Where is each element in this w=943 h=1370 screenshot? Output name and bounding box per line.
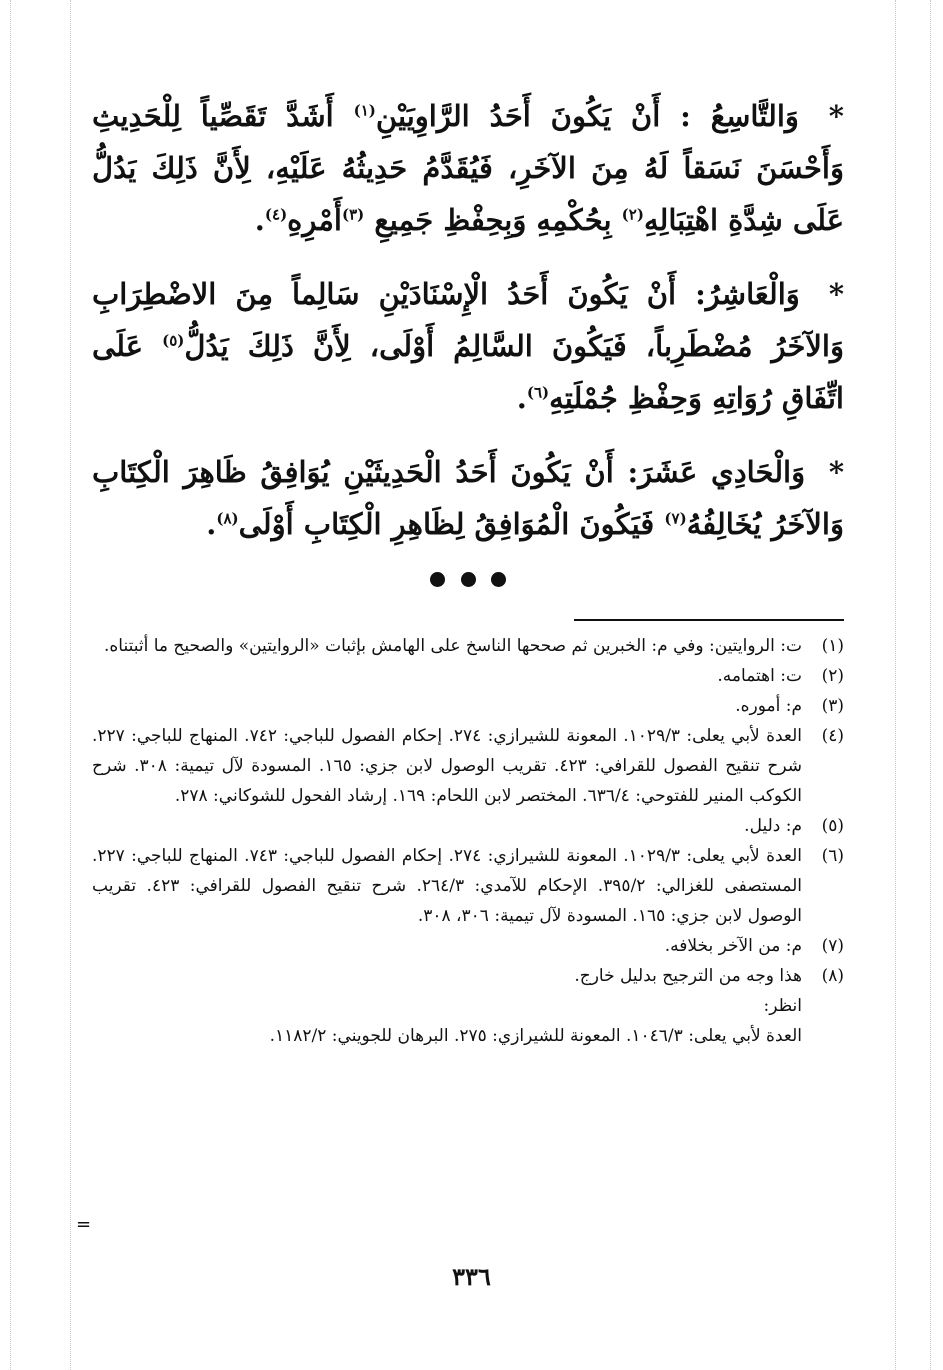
footnote-item	[92, 841, 844, 931]
paragraph-text: .	[206, 507, 217, 541]
paragraph-lead: وَالْحَادِي عَشَرَ:	[627, 455, 806, 489]
paragraph-text: أَمْرِهِ	[287, 203, 342, 237]
footnote-item	[92, 931, 844, 961]
footnote-text: العدة لأبي يعلى: ١٠٢٩/٣. المعونة للشيرازي: ٢٧٤. إحكام الفصول للباجي: ٧٤٢. المنهاج للباجي: ٢٢٧. شرح تنقيح الفصول للقرافي: ٤٢٣. تقريب الوصول لابن جزي: ١٦٥. المسودة لآل تيمية: ٣٠٨. شرح الكوكب المنير للفتوحي: ٦٣٦/٤. المختصر لابن اللحام: ١٦٩. إرشاد الفحول للشوكاني: ٢٧٨.	[92, 726, 803, 806]
footnote-number: (٦)	[821, 846, 844, 866]
scan-guide-line	[895, 0, 896, 1370]
footnote-line: انظر:	[763, 996, 802, 1016]
footnote-line: هذا وجه من الترجيح بدليل خارج.	[574, 966, 802, 986]
paragraph-text: .	[516, 381, 527, 415]
footnote-number: (٣)	[821, 696, 844, 716]
paragraph-eleventh	[92, 446, 844, 550]
footnote-text: العدة لأبي يعلى: ١٠٢٩/٣. المعونة للشيرازي: ٢٧٤. إحكام الفصول للباجي: ٧٤٣. المنهاج للباجي: ٢٢٧. المستصفى للغزالي: ٣٩٥/٢. الإحكام للآمدي: ٢٦٤/٣. شرح تنقيح الفصول للقرافي: ٤٢٣. تقريب الوصول لابن جزي: ١٦٥. المسودة لآل تيمية: ٣٠٦، ٣٠٨.	[92, 846, 803, 926]
star-marker: *	[828, 99, 844, 133]
footnote-ref[interactable]: (٣)	[341, 205, 365, 224]
paragraph-text: أَنْ يَكُونَ أَحَدُ الْحَدِيثَيْنِ يُوَافِقُ ظَاهِرَ الْكِتَابِ وَالآخَرُ يُخَالِفُهُ	[92, 455, 844, 541]
footnote-number: (١)	[821, 636, 844, 656]
ornament-dot-icon	[491, 572, 506, 587]
footnote-ref[interactable]: (٤)	[264, 205, 288, 224]
footnote-text: ت: اهتمامه.	[717, 666, 802, 686]
footnote-line: العدة لأبي يعلى: ١٠٤٦/٣. المعونة للشيرازي: ٢٧٥. البرهان للجويني: ١١٨٢/٢.	[269, 1026, 802, 1046]
paragraph-text: عَلَى اتِّفَاقِ رُوَاتِهِ وَحِفْظِ جُمْلَتِهِ	[92, 329, 844, 415]
footnote-text: ت: الروايتين: وفي م: الخبرين ثم صححها الناسخ على الهامش بإثبات «الروايتين» والصحيح ما أثبتناه.	[103, 636, 802, 656]
footnote-text	[92, 961, 802, 1051]
footnote-item	[92, 721, 844, 811]
footnote-ref[interactable]: (٨)	[216, 509, 239, 528]
paragraph-text: بِحُكْمِهِ وَبِحِفْظِ جَمِيعِ	[374, 203, 612, 237]
footnote-number: (٧)	[821, 936, 844, 956]
footnote-item	[92, 961, 844, 1051]
footnote-ref[interactable]: (٢)	[621, 205, 644, 224]
paragraph-text: أَشَدَّ تَقَصِّياً لِلْحَدِيثِ وَأَحْسَنَ نَسَقاً لَهُ مِنَ الآخَرِ، فَيُقَدَّمُ حَدِيثُهُ عَلَيْهِ، لِأَنَّ ذَلِكَ يَدُلُّ عَلَى شِدَّةِ اهْتِبَالِهِ	[92, 99, 844, 237]
scan-guide-line	[930, 0, 931, 1370]
footnote-ref[interactable]: (٦)	[526, 383, 550, 402]
margin-mark: =	[76, 1214, 92, 1235]
star-marker: *	[828, 455, 844, 489]
footnote-ref[interactable]: (٧)	[664, 509, 687, 528]
paragraph-text: أَنْ يَكُونَ أَحَدُ الْإِسْنَادَيْنِ سَالِماً مِنَ الاضْطِرَابِ وَالآخَرُ مُضْطَرِباً، فَيَكُونَ السَّالِمُ أَوْلَى، لِأَنَّ ذَلِكَ يَدُلُّ	[92, 277, 844, 363]
footnote-number: (٥)	[821, 816, 844, 836]
footnote-item	[92, 811, 844, 841]
scan-guide-line	[10, 0, 11, 1370]
ornament-dot-icon	[430, 572, 445, 587]
paragraph-text: أَنْ يَكُونَ أَحَدُ الرَّاوِيَيْنِ	[375, 99, 661, 133]
footnote-text: م: أموره.	[735, 696, 802, 716]
footnote-item	[92, 691, 844, 721]
section-ornament	[92, 572, 844, 591]
page-number: ٣٣٦	[452, 1262, 491, 1291]
footnote-text: م: من الآخر بخلافه.	[664, 936, 802, 956]
scan-guide-line	[70, 0, 71, 1370]
footnote-separator	[574, 619, 844, 621]
page-body	[92, 90, 844, 1051]
footnote-ref[interactable]: (٥)	[162, 331, 185, 350]
star-marker: *	[828, 277, 844, 311]
footnote-number: (٨)	[821, 966, 844, 986]
paragraph-lead: وَالْعَاشِرُ:	[695, 277, 800, 311]
paragraph-tenth	[92, 268, 844, 424]
footnote-item	[92, 631, 844, 661]
footnotes	[92, 631, 844, 1051]
footnote-ref[interactable]: (١)	[353, 101, 376, 120]
paragraph-text: فَيَكُونَ الْمُوَافِقُ لِظَاهِرِ الْكِتَابِ أَوْلَى	[238, 507, 655, 541]
footnote-item	[92, 661, 844, 691]
paragraph-ninth	[92, 90, 844, 246]
ornament-dot-icon	[461, 572, 476, 587]
footnote-number: (٢)	[821, 666, 844, 686]
footnote-number: (٤)	[821, 726, 844, 746]
footnote-text: م: دليل.	[744, 816, 802, 836]
paragraph-text: .	[254, 203, 265, 237]
paragraph-lead: وَالتَّاسِعُ :	[680, 99, 799, 133]
